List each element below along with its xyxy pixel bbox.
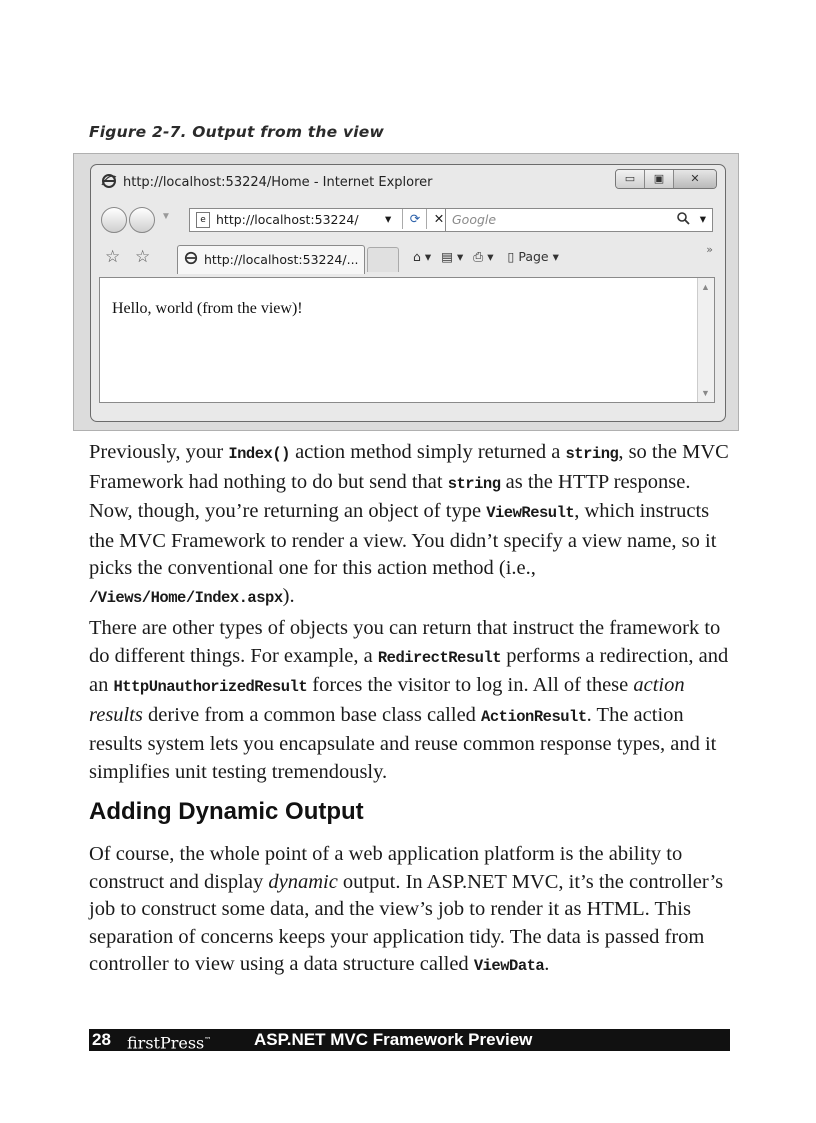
scroll-down-icon[interactable]: ▼ bbox=[701, 388, 710, 398]
emphasis-dynamic: dynamic bbox=[268, 870, 338, 893]
refresh-icon[interactable]: ⟳ bbox=[402, 209, 427, 229]
new-tab-button[interactable] bbox=[367, 247, 399, 272]
publisher-brand: firstPress™ bbox=[127, 1033, 212, 1053]
search-placeholder: Google bbox=[452, 212, 497, 227]
close-button[interactable]: ✕ bbox=[674, 170, 716, 188]
page-content bbox=[99, 277, 715, 403]
more-tools-chevron-icon[interactable]: » bbox=[706, 243, 713, 256]
code-viewresult: ViewResult bbox=[486, 504, 575, 522]
forward-button[interactable] bbox=[129, 207, 155, 233]
page-number: 28 bbox=[92, 1030, 111, 1049]
address-url: http://localhost:53224/ bbox=[216, 212, 359, 227]
home-icon[interactable]: ⌂ ▾ bbox=[413, 249, 432, 264]
page-icon: e bbox=[196, 212, 210, 228]
print-icon[interactable]: ⎙ ▾ bbox=[473, 249, 494, 264]
scroll-up-icon[interactable]: ▲ bbox=[701, 282, 710, 292]
code-actionresult: ActionResult bbox=[481, 707, 587, 726]
back-button[interactable] bbox=[101, 207, 127, 233]
history-dropdown-icon[interactable]: ▼ bbox=[161, 211, 171, 222]
code-redirectresult: RedirectResult bbox=[377, 648, 502, 667]
browser-tab[interactable] bbox=[177, 245, 365, 274]
browser-window bbox=[90, 164, 726, 422]
minimize-button[interactable]: ▭ bbox=[616, 170, 645, 188]
stop-icon[interactable]: ✕ bbox=[426, 209, 451, 229]
book-title: ASP.NET MVC Framework Preview bbox=[254, 1030, 533, 1049]
code-string: string bbox=[565, 445, 619, 463]
content-message: Hello, world (from the view)! bbox=[112, 300, 303, 317]
title-bar bbox=[91, 165, 725, 199]
code-httpunauthorizedresult: HttpUnauthorizedResult bbox=[113, 678, 308, 696]
tab-label: http://localhost:53224/... bbox=[204, 252, 359, 267]
page-footer bbox=[89, 1029, 730, 1051]
feeds-icon[interactable]: ▤ ▾ bbox=[441, 249, 464, 264]
emphasis-action-results: action results bbox=[89, 674, 685, 726]
address-bar[interactable] bbox=[189, 208, 471, 232]
window-controls bbox=[615, 169, 717, 189]
code-string: string bbox=[447, 474, 501, 493]
address-dropdown-icon[interactable]: ▾ bbox=[385, 211, 392, 226]
paragraph-view-result: Previously, your Index() action method simply returned a string, so the MVC Framework had nothing to do but send that string as the HTTP response. Now, though, you’re returning an object of type ViewResult, which instructs the MVC Framework to render a view. You didn’t specify a view name, so it picks the conventional one for this action method (i.e., /Views/Home/Index.aspx). bbox=[89, 441, 729, 607]
figure-caption: Figure 2-7. Output from the view bbox=[89, 123, 385, 141]
favorites-star-icon[interactable]: ☆ bbox=[105, 247, 121, 267]
tab-ie-icon bbox=[184, 251, 198, 268]
window-title: http://localhost:53224/Home - Internet Explorer bbox=[123, 175, 433, 190]
search-icon[interactable] bbox=[676, 211, 690, 228]
navigation-bar bbox=[91, 203, 725, 237]
figure-screenshot bbox=[73, 153, 739, 431]
code-viewdata: ViewData bbox=[473, 957, 545, 975]
paragraph-dynamic-output: Of course, the whole point of a web application platform is the ability to construct and display dynamic output. In ASP.NET MVC, it’s the controller’s job to construct some data, and the view’s job to render it as HTML. This separation of concerns keeps your application tidy. The data is passed from controller to view using a data structure called ViewData. bbox=[89, 843, 724, 975]
ie-logo-icon bbox=[101, 173, 117, 193]
command-bar bbox=[413, 249, 559, 265]
maximize-button[interactable]: ▣ bbox=[645, 170, 674, 188]
search-box[interactable] bbox=[445, 208, 713, 232]
tab-bar bbox=[91, 241, 725, 275]
code-index: Index() bbox=[228, 445, 290, 463]
section-heading: Adding Dynamic Output bbox=[89, 798, 364, 825]
vertical-scrollbar[interactable] bbox=[697, 278, 714, 402]
paragraph-action-results: There are other types of objects you can return that instruct the framework to do different things. For example, a RedirectResult performs a redirection, and an HttpUnauthorizedResult forces the visitor to log in. All of these action results derive from a common base class called ActionResult. The action results system lets you encapsulate and reuse common response types, and it simplifies unit testing tremendously. bbox=[89, 617, 729, 783]
page-menu-label: Page bbox=[518, 249, 549, 264]
page-menu-button[interactable]: ▯ Page ▾ bbox=[507, 249, 559, 264]
search-dropdown-icon[interactable]: ▾ bbox=[699, 211, 706, 226]
add-favorites-icon[interactable]: ☆ bbox=[135, 247, 151, 267]
code-view-path: /Views/Home/Index.aspx bbox=[89, 588, 283, 607]
